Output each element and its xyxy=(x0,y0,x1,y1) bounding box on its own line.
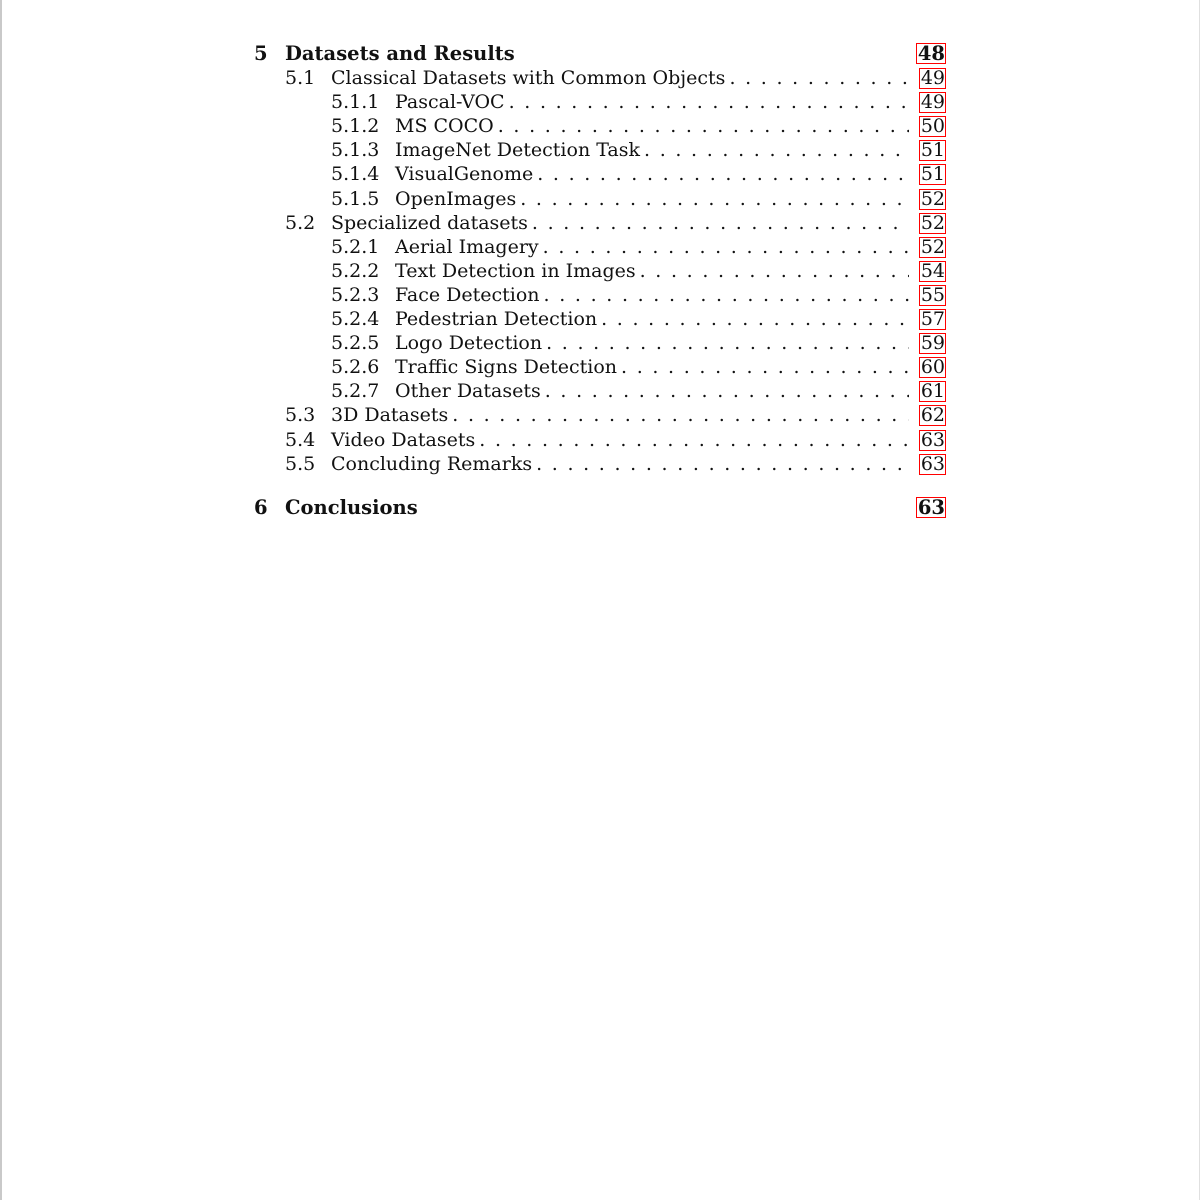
toc-subsection-entry xyxy=(254,162,946,186)
toc-entry-line xyxy=(395,355,946,379)
dot-leader xyxy=(545,379,909,403)
toc-entry-number: 5.2.1 xyxy=(331,235,380,258)
toc-entry-number: 5.2.7 xyxy=(331,380,380,403)
toc-entry-line xyxy=(395,331,946,355)
toc-subsection-entry xyxy=(254,187,946,211)
toc-entry-number: 5.4 xyxy=(285,428,316,451)
dot-leader xyxy=(532,211,909,235)
toc-entry-line xyxy=(395,162,946,186)
toc-entry-line xyxy=(395,138,946,162)
toc-entry-number: 5.5 xyxy=(285,452,316,475)
toc-page-link[interactable]: 55 xyxy=(920,283,945,306)
toc-page-link[interactable]: 54 xyxy=(920,259,945,282)
toc-entry-line xyxy=(285,42,946,66)
toc-entry-title[interactable]: VisualGenome xyxy=(395,162,537,186)
dot-leader xyxy=(509,90,909,114)
toc-entry-number: 5.2.4 xyxy=(331,308,380,331)
toc-entry-line xyxy=(395,307,946,331)
toc-page-link[interactable]: 52 xyxy=(920,235,945,258)
table-of-contents xyxy=(254,42,946,520)
dot-leader xyxy=(729,66,908,90)
toc-entry-line xyxy=(285,496,946,520)
dot-leader xyxy=(520,187,909,211)
toc-chapter-entry xyxy=(254,496,946,520)
toc-subsection-entry xyxy=(254,379,946,403)
toc-entry-number: 5.1.3 xyxy=(331,139,380,162)
toc-section-entry xyxy=(254,428,946,452)
toc-page-link[interactable]: 49 xyxy=(920,67,945,90)
toc-entry-line xyxy=(395,283,946,307)
toc-page-link[interactable]: 63 xyxy=(920,452,945,475)
toc-entry-number: 5.3 xyxy=(285,404,316,427)
dot-leader xyxy=(621,355,909,379)
toc-subsection-entry xyxy=(254,138,946,162)
toc-entry-number: 5.2.5 xyxy=(331,332,380,355)
toc-entry-title[interactable]: Pedestrian Detection xyxy=(395,307,601,331)
toc-subsection-entry xyxy=(254,90,946,114)
toc-subsection-entry xyxy=(254,259,946,283)
toc-subsection-entry xyxy=(254,235,946,259)
dot-leader xyxy=(479,428,909,452)
toc-entry-title[interactable]: Conclusions xyxy=(285,496,422,520)
toc-entry-title[interactable]: OpenImages xyxy=(395,187,520,211)
toc-entry-line xyxy=(395,114,946,138)
toc-entry-title[interactable]: Other Datasets xyxy=(395,379,545,403)
toc-page-link[interactable]: 52 xyxy=(920,187,945,210)
toc-entry-title[interactable]: Concluding Remarks xyxy=(331,452,536,476)
toc-entry-number: 5.1.4 xyxy=(331,163,380,186)
toc-entry-line xyxy=(331,66,946,90)
toc-entry-line xyxy=(395,379,946,403)
toc-entry-title[interactable]: MS COCO xyxy=(395,114,498,138)
toc-entry-number: 5.2.6 xyxy=(331,356,380,379)
dot-leader xyxy=(452,403,909,427)
toc-chapter-entry xyxy=(254,42,946,66)
dot-leader xyxy=(546,331,909,355)
toc-page-link[interactable]: 52 xyxy=(920,211,945,234)
toc-page-link[interactable]: 59 xyxy=(920,332,945,355)
toc-entry-title[interactable]: Logo Detection xyxy=(395,331,546,355)
toc-entry-line xyxy=(331,452,946,476)
toc-entry-line xyxy=(331,428,946,452)
toc-subsection-entry xyxy=(254,355,946,379)
toc-section-entry xyxy=(254,452,946,476)
toc-entry-title[interactable]: Video Datasets xyxy=(331,428,479,452)
toc-entry-number: 5 xyxy=(254,42,268,65)
toc-subsection-entry xyxy=(254,331,946,355)
toc-entry-title[interactable]: Aerial Imagery xyxy=(395,235,543,259)
toc-entry-number: 5.1 xyxy=(285,67,316,90)
toc-section-entry xyxy=(254,66,946,90)
toc-page-link[interactable]: 57 xyxy=(920,308,945,331)
dot-leader xyxy=(536,452,909,476)
toc-entry-title[interactable]: Face Detection xyxy=(395,283,544,307)
toc-entry-number: 5.2 xyxy=(285,211,316,234)
toc-entry-number: 5.1.1 xyxy=(331,91,380,114)
toc-entry-title[interactable]: 3D Datasets xyxy=(331,403,452,427)
toc-entry-number: 5.2.3 xyxy=(331,283,380,306)
toc-entry-title[interactable]: Specialized datasets xyxy=(331,211,532,235)
toc-subsection-entry xyxy=(254,114,946,138)
toc-page-link[interactable]: 62 xyxy=(920,404,945,427)
toc-subsection-entry xyxy=(254,307,946,331)
toc-entry-title[interactable]: Text Detection in Images xyxy=(395,259,640,283)
toc-entry-title[interactable]: Classical Datasets with Common Objects xyxy=(331,66,729,90)
toc-entry-number: 5.1.2 xyxy=(331,115,380,138)
toc-page-link[interactable]: 48 xyxy=(917,42,945,65)
toc-entry-title[interactable]: Datasets and Results xyxy=(285,42,519,66)
toc-entry-line xyxy=(395,259,946,283)
toc-page-link[interactable]: 60 xyxy=(920,356,945,379)
toc-section-entry xyxy=(254,403,946,427)
toc-entry-title[interactable]: ImageNet Detection Task xyxy=(395,138,644,162)
toc-page-link[interactable]: 51 xyxy=(920,139,945,162)
toc-entry-line xyxy=(395,187,946,211)
toc-entry-title[interactable]: Pascal-VOC xyxy=(395,90,509,114)
toc-page-link[interactable]: 51 xyxy=(920,163,945,186)
dot-leader xyxy=(537,162,909,186)
toc-section-entry xyxy=(254,211,946,235)
dot-leader xyxy=(640,259,909,283)
toc-entry-line xyxy=(331,403,946,427)
dot-leader xyxy=(601,307,909,331)
toc-entry-line xyxy=(331,211,946,235)
toc-entry-line xyxy=(395,90,946,114)
toc-page-link[interactable]: 49 xyxy=(920,91,945,114)
dot-leader xyxy=(498,114,909,138)
toc-entry-number: 5.1.5 xyxy=(331,187,380,210)
toc-entry-number: 6 xyxy=(254,495,268,519)
dot-leader xyxy=(644,138,909,162)
toc-page-link[interactable]: 50 xyxy=(920,115,945,138)
toc-entry-title[interactable]: Traffic Signs Detection xyxy=(395,355,621,379)
toc-subsection-entry xyxy=(254,283,946,307)
toc-page-link[interactable]: 61 xyxy=(920,380,945,403)
toc-entry-line xyxy=(395,235,946,259)
dot-leader xyxy=(543,235,909,259)
toc-page-link[interactable]: 63 xyxy=(920,428,945,451)
dot-leader xyxy=(544,283,909,307)
toc-page-link[interactable]: 63 xyxy=(917,495,945,519)
toc-entry-number: 5.2.2 xyxy=(331,259,380,282)
